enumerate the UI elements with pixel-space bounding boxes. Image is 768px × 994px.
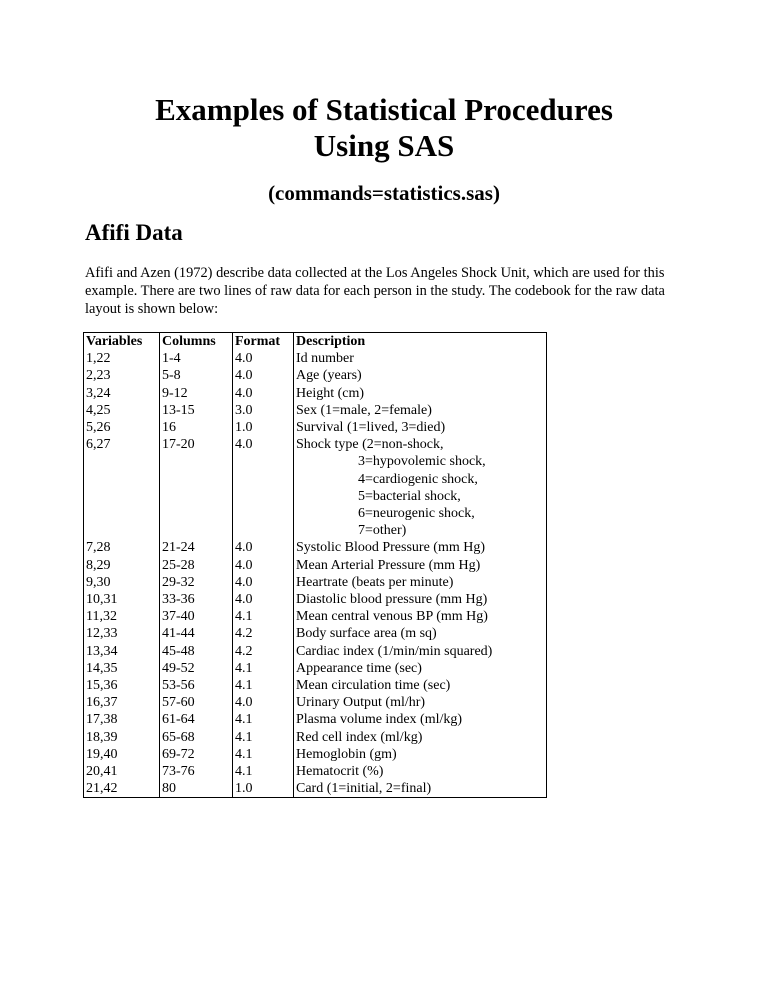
cell-variables: 18,39	[84, 729, 160, 746]
table-row	[84, 660, 547, 677]
cell-description	[294, 660, 547, 677]
cell-columns: 69-72	[160, 746, 233, 763]
table-row	[84, 419, 547, 436]
cell-variables: 15,36	[84, 677, 160, 694]
cell-columns: 33-36	[160, 591, 233, 608]
cell-format: 4.0	[233, 591, 294, 608]
cell-variables: 17,38	[84, 711, 160, 728]
description-line: Urinary Output (ml/hr)	[296, 695, 426, 711]
table-row	[84, 402, 547, 419]
column-header: Columns	[160, 333, 233, 351]
cell-columns: 41-44	[160, 625, 233, 642]
description-line: Body surface area (m sq)	[296, 626, 437, 642]
cell-format: 4.1	[233, 711, 294, 728]
cell-format: 4.0	[233, 539, 294, 556]
cell-description	[294, 539, 547, 556]
cell-columns: 17-20	[160, 436, 233, 539]
cell-description	[294, 780, 547, 798]
table-row	[84, 711, 547, 728]
cell-format: 4.0	[233, 574, 294, 591]
description-line: Red cell index (ml/kg)	[296, 729, 423, 745]
description-line: Sex (1=male, 2=female)	[296, 402, 432, 418]
cell-description	[294, 591, 547, 608]
description-line: Survival (1=lived, 3=died)	[296, 420, 446, 436]
description-line: Height (cm)	[296, 385, 365, 401]
cell-format: 1.0	[233, 780, 294, 798]
cell-description	[294, 367, 547, 384]
cell-format: 4.1	[233, 746, 294, 763]
cell-description	[294, 385, 547, 402]
table-row	[84, 436, 547, 539]
table-row	[84, 763, 547, 780]
description-line: Heartrate (beats per minute)	[296, 574, 454, 590]
description-line: 4=cardiogenic shock,	[358, 471, 478, 487]
cell-format: 4.1	[233, 763, 294, 780]
description-line: 6=neurogenic shock,	[358, 506, 475, 522]
cell-format: 4.0	[233, 350, 294, 367]
description-line: Mean Arterial Pressure (mm Hg)	[296, 557, 481, 573]
table-row	[84, 780, 547, 798]
cell-description	[294, 436, 547, 539]
description-line: Id number	[296, 351, 354, 367]
cell-description	[294, 711, 547, 728]
description-line: 7=other)	[358, 523, 407, 539]
cell-variables: 5,26	[84, 419, 160, 436]
table-row	[84, 677, 547, 694]
cell-columns: 29-32	[160, 574, 233, 591]
column-header: Format	[233, 333, 294, 351]
table-row	[84, 694, 547, 711]
column-header: Variables	[84, 333, 160, 351]
description-line: Appearance time (sec)	[296, 660, 422, 676]
cell-columns: 5-8	[160, 367, 233, 384]
cell-variables: 20,41	[84, 763, 160, 780]
page-title-line-1: Examples of Statistical Procedures	[155, 92, 613, 127]
cell-variables: 21,42	[84, 780, 160, 798]
description-line: Shock type (2=non-shock,	[296, 437, 444, 453]
cell-columns: 37-40	[160, 608, 233, 625]
cell-columns: 45-48	[160, 643, 233, 660]
cell-format: 4.0	[233, 385, 294, 402]
cell-description	[294, 557, 547, 574]
cell-description	[294, 608, 547, 625]
table-row	[84, 625, 547, 642]
cell-variables: 2,23	[84, 367, 160, 384]
cell-format: 4.2	[233, 643, 294, 660]
cell-columns: 1-4	[160, 350, 233, 367]
cell-columns: 21-24	[160, 539, 233, 556]
cell-description	[294, 677, 547, 694]
table-row	[84, 574, 547, 591]
table-row	[84, 557, 547, 574]
cell-format: 4.1	[233, 660, 294, 677]
table-row	[84, 591, 547, 608]
cell-format: 4.1	[233, 729, 294, 746]
table-row	[84, 608, 547, 625]
cell-variables: 13,34	[84, 643, 160, 660]
column-header: Description	[294, 333, 547, 351]
description-line: Hemoglobin (gm)	[296, 746, 397, 762]
cell-format: 1.0	[233, 419, 294, 436]
codebook-body	[84, 333, 547, 798]
description-line: Card (1=initial, 2=final)	[296, 781, 432, 797]
cell-format: 4.1	[233, 608, 294, 625]
description-line: Cardiac index (1/min/min squared)	[296, 643, 493, 659]
cell-format: 4.0	[233, 436, 294, 539]
cell-variables: 4,25	[84, 402, 160, 419]
cell-variables: 9,30	[84, 574, 160, 591]
table-row	[84, 746, 547, 763]
cell-format: 4.0	[233, 367, 294, 384]
cell-columns: 9-12	[160, 385, 233, 402]
cell-description	[294, 574, 547, 591]
cell-variables: 7,28	[84, 539, 160, 556]
cell-format: 4.1	[233, 677, 294, 694]
cell-columns: 65-68	[160, 729, 233, 746]
cell-description	[294, 729, 547, 746]
cell-description	[294, 643, 547, 660]
cell-columns: 49-52	[160, 660, 233, 677]
cell-variables: 10,31	[84, 591, 160, 608]
cell-columns: 61-64	[160, 711, 233, 728]
description-line: Plasma volume index (ml/kg)	[296, 712, 463, 728]
cell-columns: 25-28	[160, 557, 233, 574]
cell-variables: 11,32	[84, 608, 160, 625]
table-row	[84, 643, 547, 660]
cell-format: 4.0	[233, 557, 294, 574]
cell-variables: 6,27	[84, 436, 160, 539]
page-title-line-2: Using SAS	[313, 128, 455, 163]
cell-variables: 12,33	[84, 625, 160, 642]
table-row	[84, 385, 547, 402]
description-line: 3=hypovolemic shock,	[358, 454, 486, 470]
codebook-table	[83, 332, 547, 798]
cell-columns: 16	[160, 419, 233, 436]
table-row	[84, 539, 547, 556]
page-subtitle: (commands=statistics.sas)	[268, 181, 500, 205]
cell-format: 4.0	[233, 694, 294, 711]
section-heading: Afifi Data	[85, 220, 183, 245]
cell-columns: 53-56	[160, 677, 233, 694]
cell-columns: 73-76	[160, 763, 233, 780]
cell-format: 4.2	[233, 625, 294, 642]
table-header-row	[84, 333, 547, 351]
cell-variables: 19,40	[84, 746, 160, 763]
cell-description	[294, 625, 547, 642]
cell-description	[294, 419, 547, 436]
description-line: Mean circulation time (sec)	[296, 678, 451, 694]
cell-description	[294, 350, 547, 367]
description-line: Age (years)	[296, 368, 362, 384]
description-line: 5=bacterial shock,	[358, 488, 461, 504]
cell-columns: 80	[160, 780, 233, 798]
intro-paragraph: Afifi and Azen (1972) describe data collected at the Los Angeles Shock Unit, which are used for this example. There are two lines of raw data for each person in the study. The codebook for the raw data layout is shown below:	[85, 265, 665, 317]
cell-variables: 8,29	[84, 557, 160, 574]
cell-description	[294, 694, 547, 711]
cell-variables: 3,24	[84, 385, 160, 402]
description-line: Hematocrit (%)	[296, 764, 384, 780]
description-line: Mean central venous BP (mm Hg)	[296, 609, 488, 625]
description-line: Diastolic blood pressure (mm Hg)	[296, 592, 488, 608]
cell-columns: 57-60	[160, 694, 233, 711]
cell-variables: 16,37	[84, 694, 160, 711]
cell-description	[294, 763, 547, 780]
cell-variables: 1,22	[84, 350, 160, 367]
description-line: Systolic Blood Pressure (mm Hg)	[296, 540, 485, 556]
cell-format: 3.0	[233, 402, 294, 419]
table-row	[84, 729, 547, 746]
table-row	[84, 350, 547, 367]
cell-description	[294, 746, 547, 763]
cell-description	[294, 402, 547, 419]
cell-columns: 13-15	[160, 402, 233, 419]
table-row	[84, 367, 547, 384]
cell-variables: 14,35	[84, 660, 160, 677]
